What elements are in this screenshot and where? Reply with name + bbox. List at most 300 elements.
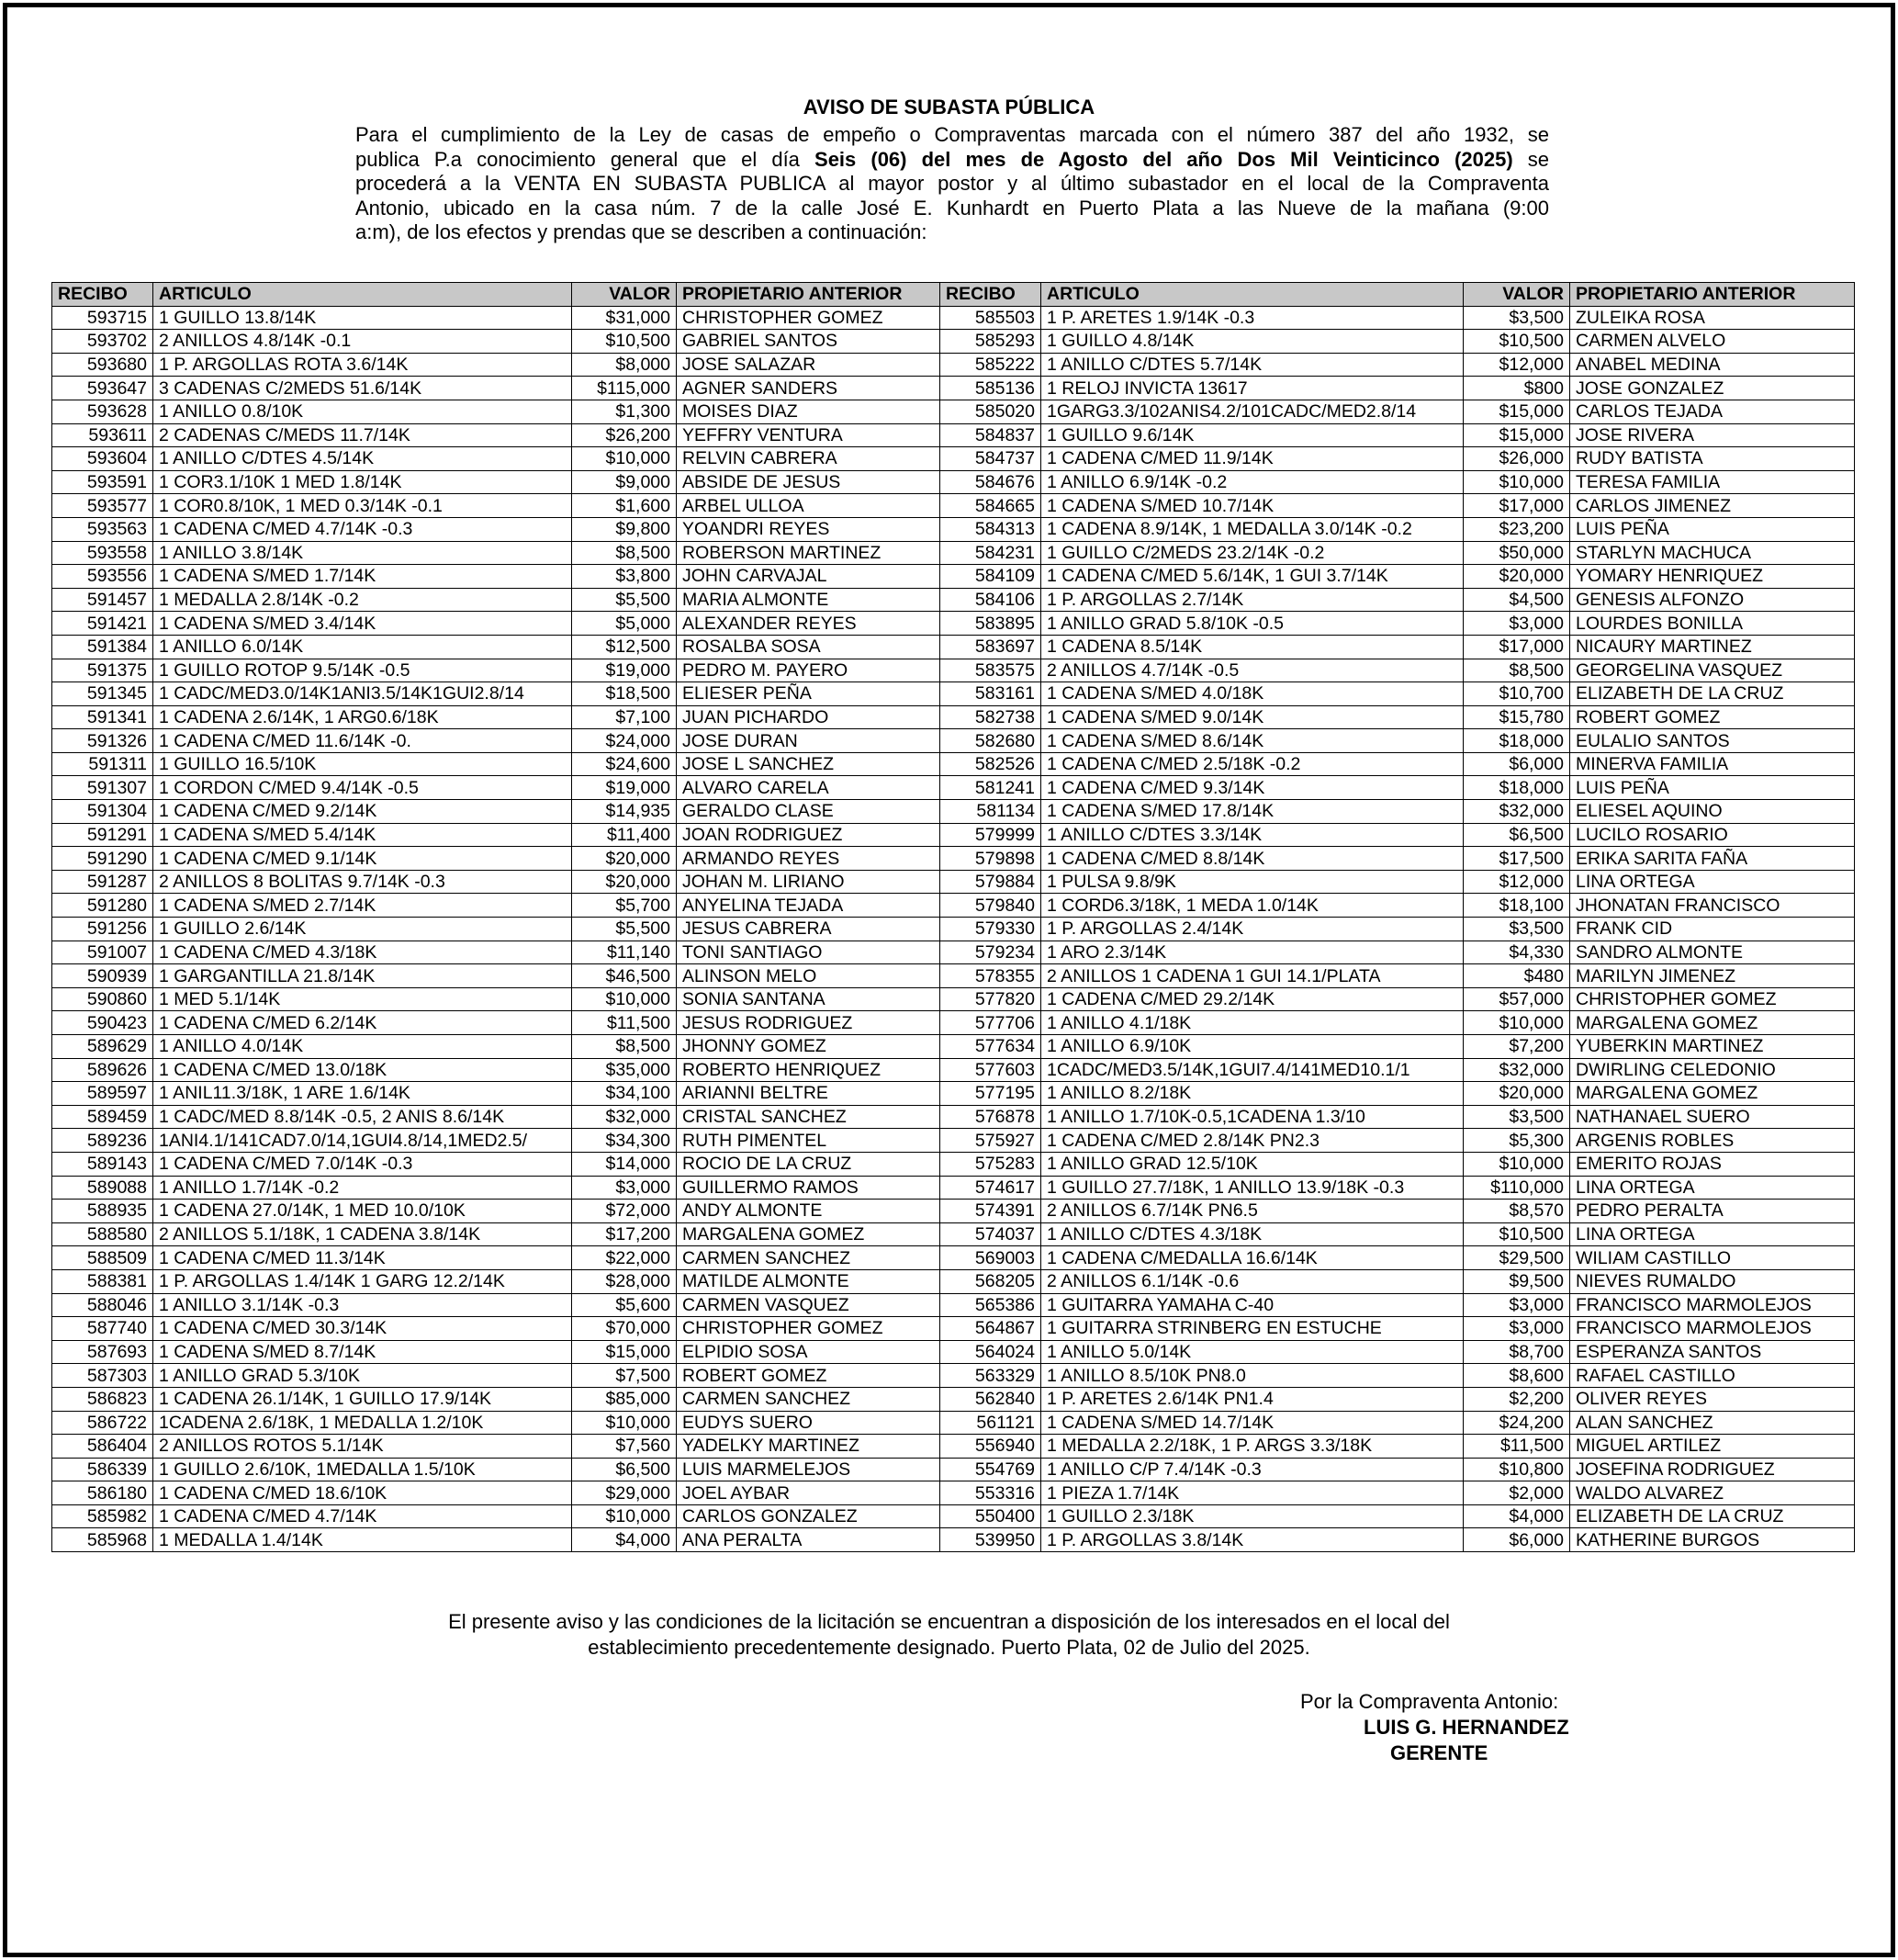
cell-propietario: JOSEFINA RODRIGUEZ bbox=[1570, 1458, 1855, 1481]
cell-propietario: GABRIEL SANTOS bbox=[677, 330, 940, 354]
closing-line-2: establecimiento precedentemente designado. Puerto Plata, 02 de Julio del 2025. bbox=[588, 1636, 1310, 1659]
cell-articulo: 1 CADENA C/MEDALLA 16.6/14K bbox=[1041, 1246, 1464, 1270]
cell-articulo: 1 ANILLO 5.0/14K bbox=[1041, 1340, 1464, 1364]
cell-articulo: 3 CADENAS C/2MEDS 51.6/14K bbox=[153, 377, 572, 400]
cell-propietario: EUDYS SUERO bbox=[677, 1411, 940, 1435]
cell-articulo: 1 CORDON C/MED 9.4/14K -0.5 bbox=[153, 776, 572, 800]
cell-propietario: YOANDRI REYES bbox=[677, 517, 940, 541]
cell-valor: $480 bbox=[1464, 964, 1570, 988]
cell-articulo: 1 P. ARGOLLAS 3.8/14K bbox=[1041, 1528, 1464, 1552]
table-row bbox=[52, 1246, 1855, 1270]
cell-articulo: 1 CADENA C/MED 8.8/14K bbox=[1041, 847, 1464, 871]
cell-valor: $11,140 bbox=[572, 941, 677, 964]
cell-recibo: 561121 bbox=[940, 1411, 1041, 1435]
cell-articulo: 1 ANILLO GRAD 5.8/10K -0.5 bbox=[1041, 612, 1464, 636]
cell-propietario: ALVARO CARELA bbox=[677, 776, 940, 800]
cell-articulo: 1 CADENA S/MED 5.4/14K bbox=[153, 823, 572, 847]
cell-propietario: ANYELINA TEJADA bbox=[677, 894, 940, 918]
cell-propietario: ROBERT GOMEZ bbox=[677, 1364, 940, 1388]
cell-recibo: 584737 bbox=[940, 447, 1041, 471]
cell-valor: $18,500 bbox=[572, 682, 677, 706]
cell-propietario: JUAN PICHARDO bbox=[677, 705, 940, 729]
cell-recibo: 591341 bbox=[52, 705, 153, 729]
table-row bbox=[52, 1411, 1855, 1435]
cell-propietario: JOHN CARVAJAL bbox=[677, 565, 940, 589]
cell-propietario: ABSIDE DE JESUS bbox=[677, 470, 940, 494]
cell-recibo: 584313 bbox=[940, 517, 1041, 541]
cell-valor: $20,000 bbox=[572, 870, 677, 894]
cell-articulo: 1 CADENA 27.0/14K, 1 MED 10.0/10K bbox=[153, 1200, 572, 1223]
cell-propietario: NICAURY MARTINEZ bbox=[1570, 635, 1855, 659]
cell-propietario: RUTH PIMENTEL bbox=[677, 1129, 940, 1153]
cell-recibo: 593591 bbox=[52, 470, 153, 494]
table-row bbox=[52, 400, 1855, 423]
cell-propietario: CARMEN ALVELO bbox=[1570, 330, 1855, 354]
table-row bbox=[52, 987, 1855, 1011]
cell-valor: $10,700 bbox=[1464, 682, 1570, 706]
table-row bbox=[52, 330, 1855, 354]
cell-recibo: 579234 bbox=[940, 941, 1041, 964]
table-row bbox=[52, 964, 1855, 988]
cell-propietario: ELIESER PEÑA bbox=[677, 682, 940, 706]
cell-recibo: 577706 bbox=[940, 1011, 1041, 1035]
table-row bbox=[52, 1105, 1855, 1129]
auction-table-wrapper bbox=[51, 282, 1854, 1552]
header-propietario: PROPIETARIO ANTERIOR bbox=[677, 283, 940, 307]
cell-articulo: 1 CADENA C/MED 7.0/14K -0.3 bbox=[153, 1152, 572, 1176]
cell-articulo: 1 CADENA C/MED 13.0/18K bbox=[153, 1058, 572, 1082]
cell-articulo: 1 ANILLO 1.7/14K -0.2 bbox=[153, 1176, 572, 1200]
auction-items-table bbox=[51, 282, 1855, 1552]
cell-articulo: 1 CADENA C/MED 11.6/14K -0. bbox=[153, 729, 572, 753]
cell-propietario: ALEXANDER REYES bbox=[677, 612, 940, 636]
cell-propietario: LINA ORTEGA bbox=[1570, 1222, 1855, 1246]
cell-recibo: 563329 bbox=[940, 1364, 1041, 1388]
cell-recibo: 587303 bbox=[52, 1364, 153, 1388]
table-row bbox=[52, 588, 1855, 612]
intro-line bbox=[355, 220, 1549, 245]
cell-recibo: 591007 bbox=[52, 941, 153, 964]
cell-recibo: 581241 bbox=[940, 776, 1041, 800]
cell-articulo: 1 CADENA C/MED 4.7/14K -0.3 bbox=[153, 517, 572, 541]
cell-valor: $10,000 bbox=[1464, 1152, 1570, 1176]
cell-valor: $46,500 bbox=[572, 964, 677, 988]
intro-line bbox=[355, 172, 1549, 197]
table-row bbox=[52, 705, 1855, 729]
cell-recibo: 584106 bbox=[940, 588, 1041, 612]
table-row bbox=[52, 1317, 1855, 1341]
cell-articulo: 1 ANILLO C/P 7.4/14K -0.3 bbox=[1041, 1458, 1464, 1481]
cell-articulo: 2 ANILLOS 5.1/18K, 1 CADENA 3.8/14K bbox=[153, 1222, 572, 1246]
cell-recibo: 593556 bbox=[52, 565, 153, 589]
cell-propietario: GEORGELINA VASQUEZ bbox=[1570, 659, 1855, 682]
cell-articulo: 1 ANILLO 6.9/10K bbox=[1041, 1035, 1464, 1059]
cell-articulo: 1 CADENA C/MED 4.7/14K bbox=[153, 1504, 572, 1528]
table-row bbox=[52, 1387, 1855, 1411]
cell-valor: $7,560 bbox=[572, 1435, 677, 1459]
cell-valor: $34,300 bbox=[572, 1129, 677, 1153]
cell-articulo: 1 GUILLO 27.7/18K, 1 ANILLO 13.9/18K -0.3 bbox=[1041, 1176, 1464, 1200]
cell-propietario: LOURDES BONILLA bbox=[1570, 612, 1855, 636]
cell-recibo: 586180 bbox=[52, 1481, 153, 1505]
table-row bbox=[52, 800, 1855, 824]
cell-articulo: 1 CADC/MED3.0/14K1ANI3.5/14K1GUI2.8/14 bbox=[153, 682, 572, 706]
cell-valor: $17,000 bbox=[1464, 494, 1570, 518]
table-row bbox=[52, 659, 1855, 682]
cell-articulo: 1 CADENA C/MED 6.2/14K bbox=[153, 1011, 572, 1035]
cell-recibo: 588381 bbox=[52, 1269, 153, 1293]
cell-recibo: 593628 bbox=[52, 400, 153, 423]
cell-articulo: 1 ANILLO 8.5/10K PN8.0 bbox=[1041, 1364, 1464, 1388]
cell-valor: $50,000 bbox=[1464, 541, 1570, 565]
cell-valor: $6,500 bbox=[1464, 823, 1570, 847]
cell-valor: $10,000 bbox=[572, 1504, 677, 1528]
cell-valor: $8,570 bbox=[1464, 1200, 1570, 1223]
cell-recibo: 539950 bbox=[940, 1528, 1041, 1552]
cell-propietario: JOAN RODRIGUEZ bbox=[677, 823, 940, 847]
cell-propietario: LINA ORTEGA bbox=[1570, 870, 1855, 894]
cell-propietario: OLIVER REYES bbox=[1570, 1387, 1855, 1411]
cell-valor: $22,000 bbox=[572, 1246, 677, 1270]
cell-valor: $15,000 bbox=[1464, 423, 1570, 447]
cell-propietario: AGNER SANDERS bbox=[677, 377, 940, 400]
cell-articulo: 1 CADENA C/MED 18.6/10K bbox=[153, 1481, 572, 1505]
cell-propietario: NIEVES RUMALDO bbox=[1570, 1269, 1855, 1293]
cell-recibo: 577820 bbox=[940, 987, 1041, 1011]
cell-valor: $1,600 bbox=[572, 494, 677, 518]
table-row bbox=[52, 423, 1855, 447]
table-row bbox=[52, 517, 1855, 541]
cell-valor: $10,800 bbox=[1464, 1458, 1570, 1481]
cell-articulo: 1 P. ARETES 2.6/14K PN1.4 bbox=[1041, 1387, 1464, 1411]
cell-valor: $18,000 bbox=[1464, 729, 1570, 753]
cell-propietario: EULALIO SANTOS bbox=[1570, 729, 1855, 753]
cell-recibo: 591304 bbox=[52, 800, 153, 824]
cell-recibo: 583161 bbox=[940, 682, 1041, 706]
cell-propietario: DWIRLING CELEDONIO bbox=[1570, 1058, 1855, 1082]
cell-articulo: 1 COR3.1/10K 1 MED 1.8/14K bbox=[153, 470, 572, 494]
cell-valor: $12,000 bbox=[1464, 353, 1570, 377]
cell-propietario: JOHAN M. LIRIANO bbox=[677, 870, 940, 894]
cell-propietario: JHONATAN FRANCISCO bbox=[1570, 894, 1855, 918]
cell-propietario: JOSE L SANCHEZ bbox=[677, 752, 940, 776]
cell-recibo: 583697 bbox=[940, 635, 1041, 659]
cell-valor: $4,330 bbox=[1464, 941, 1570, 964]
cell-recibo: 593563 bbox=[52, 517, 153, 541]
table-row bbox=[52, 612, 1855, 636]
cell-valor: $3,800 bbox=[572, 565, 677, 589]
cell-valor: $10,500 bbox=[572, 330, 677, 354]
cell-recibo: 590860 bbox=[52, 987, 153, 1011]
cell-recibo: 574391 bbox=[940, 1200, 1041, 1223]
cell-valor: $8,700 bbox=[1464, 1340, 1570, 1364]
cell-articulo: 2 ANILLOS 6.1/14K -0.6 bbox=[1041, 1269, 1464, 1293]
cell-valor: $9,500 bbox=[1464, 1269, 1570, 1293]
cell-recibo: 588580 bbox=[52, 1222, 153, 1246]
cell-recibo: 591311 bbox=[52, 752, 153, 776]
cell-recibo: 588046 bbox=[52, 1293, 153, 1317]
cell-articulo: 1 MEDALLA 2.8/14K -0.2 bbox=[153, 588, 572, 612]
cell-propietario: LUIS PEÑA bbox=[1570, 776, 1855, 800]
intro-line bbox=[355, 123, 1549, 148]
cell-recibo: 593558 bbox=[52, 541, 153, 565]
cell-valor: $110,000 bbox=[1464, 1176, 1570, 1200]
cell-articulo: 1 CADENA S/MED 9.0/14K bbox=[1041, 705, 1464, 729]
cell-valor: $28,000 bbox=[572, 1269, 677, 1293]
cell-recibo: 591307 bbox=[52, 776, 153, 800]
cell-propietario: LUIS PEÑA bbox=[1570, 517, 1855, 541]
cell-propietario: WILIAM CASTILLO bbox=[1570, 1246, 1855, 1270]
cell-valor: $9,000 bbox=[572, 470, 677, 494]
cell-propietario: ELPIDIO SOSA bbox=[677, 1340, 940, 1364]
cell-valor: $2,000 bbox=[1464, 1481, 1570, 1505]
cell-propietario: MOISES DIAZ bbox=[677, 400, 940, 423]
cell-valor: $8,500 bbox=[572, 1035, 677, 1059]
cell-articulo: 1 GUILLO 9.6/14K bbox=[1041, 423, 1464, 447]
cell-articulo: 2 ANILLOS 1 CADENA 1 GUI 14.1/PLATA bbox=[1041, 964, 1464, 988]
cell-propietario: ELIZABETH DE LA CRUZ bbox=[1570, 1504, 1855, 1528]
cell-propietario: JOSE GONZALEZ bbox=[1570, 377, 1855, 400]
cell-propietario: ROCIO DE LA CRUZ bbox=[677, 1152, 940, 1176]
table-row bbox=[52, 1200, 1855, 1223]
cell-valor: $31,000 bbox=[572, 306, 677, 330]
cell-propietario: ARIANNI BELTRE bbox=[677, 1082, 940, 1106]
cell-valor: $8,600 bbox=[1464, 1364, 1570, 1388]
cell-articulo: 1 GARGANTILLA 21.8/14K bbox=[153, 964, 572, 988]
cell-recibo: 577603 bbox=[940, 1058, 1041, 1082]
cell-recibo: 576878 bbox=[940, 1105, 1041, 1129]
cell-recibo: 585503 bbox=[940, 306, 1041, 330]
cell-recibo: 579898 bbox=[940, 847, 1041, 871]
table-row bbox=[52, 377, 1855, 400]
table-row bbox=[52, 1176, 1855, 1200]
cell-propietario: CRISTAL SANCHEZ bbox=[677, 1105, 940, 1129]
cell-recibo: 591457 bbox=[52, 588, 153, 612]
cell-recibo: 585020 bbox=[940, 400, 1041, 423]
cell-propietario: NATHANAEL SUERO bbox=[1570, 1105, 1855, 1129]
cell-articulo: 1 PULSA 9.8/9K bbox=[1041, 870, 1464, 894]
cell-recibo: 590939 bbox=[52, 964, 153, 988]
cell-recibo: 585968 bbox=[52, 1528, 153, 1552]
cell-recibo: 591326 bbox=[52, 729, 153, 753]
cell-propietario: LUIS MARMELEJOS bbox=[677, 1458, 940, 1481]
cell-articulo: 1 CADC/MED 8.8/14K -0.5, 2 ANIS 8.6/14K bbox=[153, 1105, 572, 1129]
cell-articulo: 1 ANILLO 4.0/14K bbox=[153, 1035, 572, 1059]
table-row bbox=[52, 1340, 1855, 1364]
table-row bbox=[52, 894, 1855, 918]
cell-recibo: 585982 bbox=[52, 1504, 153, 1528]
cell-propietario: CHRISTOPHER GOMEZ bbox=[1570, 987, 1855, 1011]
cell-propietario: MARIA ALMONTE bbox=[677, 588, 940, 612]
cell-articulo: 2 ANILLOS 4.8/14K -0.1 bbox=[153, 330, 572, 354]
cell-propietario: JOSE DURAN bbox=[677, 729, 940, 753]
cell-propietario: ROBERSON MARTINEZ bbox=[677, 541, 940, 565]
cell-propietario: GUILLERMO RAMOS bbox=[677, 1176, 940, 1200]
cell-recibo: 585293 bbox=[940, 330, 1041, 354]
cell-propietario: CARMEN SANCHEZ bbox=[677, 1387, 940, 1411]
table-row bbox=[52, 729, 1855, 753]
cell-propietario: FRANCISCO MARMOLEJOS bbox=[1570, 1317, 1855, 1341]
cell-propietario: MARGALENA GOMEZ bbox=[1570, 1011, 1855, 1035]
cell-articulo: 1 ANIL11.3/18K, 1 ARE 1.6/14K bbox=[153, 1082, 572, 1106]
cell-recibo: 585136 bbox=[940, 377, 1041, 400]
cell-articulo: 1 CADENA S/MED 4.0/18K bbox=[1041, 682, 1464, 706]
cell-valor: $7,200 bbox=[1464, 1035, 1570, 1059]
table-row bbox=[52, 353, 1855, 377]
cell-valor: $10,000 bbox=[1464, 470, 1570, 494]
cell-recibo: 556940 bbox=[940, 1435, 1041, 1459]
cell-articulo: 1 ANILLO 6.0/14K bbox=[153, 635, 572, 659]
intro-paragraph bbox=[355, 123, 1549, 245]
cell-recibo: 554769 bbox=[940, 1458, 1041, 1481]
cell-articulo: 1 CADENA C/MED 9.1/14K bbox=[153, 847, 572, 871]
cell-valor: $15,000 bbox=[572, 1340, 677, 1364]
cell-articulo: 1 MED 5.1/14K bbox=[153, 987, 572, 1011]
cell-valor: $18,100 bbox=[1464, 894, 1570, 918]
cell-recibo: 577634 bbox=[940, 1035, 1041, 1059]
cell-articulo: 1 CADENA C/MED 11.9/14K bbox=[1041, 447, 1464, 471]
cell-valor: $24,200 bbox=[1464, 1411, 1570, 1435]
cell-propietario: EMERITO ROJAS bbox=[1570, 1152, 1855, 1176]
cell-articulo: 1 ANILLO C/DTES 4.3/18K bbox=[1041, 1222, 1464, 1246]
cell-valor: $10,000 bbox=[572, 447, 677, 471]
cell-articulo: 1 ANILLO GRAD 5.3/10K bbox=[153, 1364, 572, 1388]
header-valor: VALOR bbox=[572, 283, 677, 307]
table-row bbox=[52, 447, 1855, 471]
cell-articulo: 1 CADENA S/MED 2.7/14K bbox=[153, 894, 572, 918]
cell-articulo: 1 GUILLO 2.3/18K bbox=[1041, 1504, 1464, 1528]
cell-valor: $6,000 bbox=[1464, 752, 1570, 776]
cell-propietario: ARBEL ULLOA bbox=[677, 494, 940, 518]
cell-propietario: ALINSON MELO bbox=[677, 964, 940, 988]
cell-articulo: 1 GUILLO 13.8/14K bbox=[153, 306, 572, 330]
table-row bbox=[52, 1458, 1855, 1481]
cell-articulo: 1 ANILLO 8.2/18K bbox=[1041, 1082, 1464, 1106]
cell-propietario: CARLOS GONZALEZ bbox=[677, 1504, 940, 1528]
cell-propietario: CARLOS JIMENEZ bbox=[1570, 494, 1855, 518]
cell-recibo: 582738 bbox=[940, 705, 1041, 729]
cell-valor: $15,780 bbox=[1464, 705, 1570, 729]
cell-articulo: 1GARG3.3/102ANIS4.2/101CADC/MED2.8/14 bbox=[1041, 400, 1464, 423]
cell-valor: $10,000 bbox=[572, 987, 677, 1011]
cell-propietario: MARILYN JIMENEZ bbox=[1570, 964, 1855, 988]
cell-articulo: 1 P. ARGOLLAS ROTA 3.6/14K bbox=[153, 353, 572, 377]
cell-articulo: 1ANI4.1/141CAD7.0/14,1GUI4.8/14,1MED2.5/ bbox=[153, 1129, 572, 1153]
cell-articulo: 1 GUILLO 16.5/10K bbox=[153, 752, 572, 776]
cell-valor: $15,000 bbox=[1464, 400, 1570, 423]
cell-valor: $10,500 bbox=[1464, 1222, 1570, 1246]
cell-articulo: 1 P. ARETES 1.9/14K -0.3 bbox=[1041, 306, 1464, 330]
cell-articulo: 1 CADENA S/MED 14.7/14K bbox=[1041, 1411, 1464, 1435]
cell-recibo: 583575 bbox=[940, 659, 1041, 682]
table-row bbox=[52, 776, 1855, 800]
cell-valor: $9,800 bbox=[572, 517, 677, 541]
closing-paragraph bbox=[0, 1609, 1898, 1661]
table-row bbox=[52, 1058, 1855, 1082]
cell-articulo: 1 CADENA C/MED 2.5/18K -0.2 bbox=[1041, 752, 1464, 776]
cell-valor: $57,000 bbox=[1464, 987, 1570, 1011]
cell-articulo: 1 CADENA C/MED 29.2/14K bbox=[1041, 987, 1464, 1011]
table-body bbox=[52, 306, 1855, 1551]
cell-recibo: 593604 bbox=[52, 447, 153, 471]
cell-recibo: 579884 bbox=[940, 870, 1041, 894]
cell-valor: $5,600 bbox=[572, 1293, 677, 1317]
cell-articulo: 1 CADENA C/MED 11.3/14K bbox=[153, 1246, 572, 1270]
table-row bbox=[52, 306, 1855, 330]
cell-recibo: 589597 bbox=[52, 1082, 153, 1106]
cell-valor: $6,500 bbox=[572, 1458, 677, 1481]
cell-recibo: 583895 bbox=[940, 612, 1041, 636]
cell-recibo: 593611 bbox=[52, 423, 153, 447]
table-row bbox=[52, 494, 1855, 518]
cell-valor: $2,200 bbox=[1464, 1387, 1570, 1411]
cell-recibo: 574617 bbox=[940, 1176, 1041, 1200]
cell-propietario: ALAN SANCHEZ bbox=[1570, 1411, 1855, 1435]
cell-recibo: 591256 bbox=[52, 918, 153, 941]
cell-propietario: ANDY ALMONTE bbox=[677, 1200, 940, 1223]
table-row bbox=[52, 823, 1855, 847]
cell-articulo: 1 CADENA S/MED 17.8/14K bbox=[1041, 800, 1464, 824]
cell-valor: $11,400 bbox=[572, 823, 677, 847]
cell-articulo: 2 ANILLOS 4.7/14K -0.5 bbox=[1041, 659, 1464, 682]
cell-valor: $7,100 bbox=[572, 705, 677, 729]
cell-propietario: ROBERTO HENRIQUEZ bbox=[677, 1058, 940, 1082]
cell-propietario: SANDRO ALMONTE bbox=[1570, 941, 1855, 964]
cell-recibo: 577195 bbox=[940, 1082, 1041, 1106]
cell-valor: $6,000 bbox=[1464, 1528, 1570, 1552]
cell-propietario: CARMEN VASQUEZ bbox=[677, 1293, 940, 1317]
cell-recibo: 591375 bbox=[52, 659, 153, 682]
cell-propietario: MARGALENA GOMEZ bbox=[1570, 1082, 1855, 1106]
cell-propietario: YADELKY MARTINEZ bbox=[677, 1435, 940, 1459]
cell-articulo: 1 CADENA 2.6/14K, 1 ARG0.6/18K bbox=[153, 705, 572, 729]
cell-recibo: 584231 bbox=[940, 541, 1041, 565]
cell-articulo: 2 ANILLOS 6.7/14K PN6.5 bbox=[1041, 1200, 1464, 1223]
cell-recibo: 586339 bbox=[52, 1458, 153, 1481]
table-row bbox=[52, 1481, 1855, 1505]
cell-articulo: 1 MEDALLA 2.2/18K, 1 P. ARGS 3.3/18K bbox=[1041, 1435, 1464, 1459]
cell-valor: $11,500 bbox=[572, 1011, 677, 1035]
table-row bbox=[52, 470, 1855, 494]
cell-valor: $24,600 bbox=[572, 752, 677, 776]
cell-propietario: KATHERINE BURGOS bbox=[1570, 1528, 1855, 1552]
cell-recibo: 588935 bbox=[52, 1200, 153, 1223]
cell-recibo: 586722 bbox=[52, 1411, 153, 1435]
table-row bbox=[52, 682, 1855, 706]
cell-propietario: FRANK CID bbox=[1570, 918, 1855, 941]
cell-recibo: 589629 bbox=[52, 1035, 153, 1059]
cell-recibo: 579840 bbox=[940, 894, 1041, 918]
cell-recibo: 564867 bbox=[940, 1317, 1041, 1341]
intro-line bbox=[355, 197, 1549, 221]
cell-propietario: JOSE RIVERA bbox=[1570, 423, 1855, 447]
cell-recibo: 587740 bbox=[52, 1317, 153, 1341]
cell-valor: $3,500 bbox=[1464, 1105, 1570, 1129]
cell-recibo: 584665 bbox=[940, 494, 1041, 518]
cell-articulo: 1CADC/MED3.5/14K,1GUI7.4/141MED10.1/1 bbox=[1041, 1058, 1464, 1082]
cell-articulo: 1 ANILLO 6.9/14K -0.2 bbox=[1041, 470, 1464, 494]
cell-propietario: JHONNY GOMEZ bbox=[677, 1035, 940, 1059]
cell-articulo: 1 GUILLO 2.6/10K, 1MEDALLA 1.5/10K bbox=[153, 1458, 572, 1481]
cell-articulo: 1 CADENA C/MED 5.6/14K, 1 GUI 3.7/14K bbox=[1041, 565, 1464, 589]
intro-date-bold: Seis (06) del mes de Agosto del año Dos Mil Veinticinco (2025) bbox=[814, 147, 1513, 171]
cell-articulo: 1 ANILLO 1.7/10K-0.5,1CADENA 1.3/10 bbox=[1041, 1105, 1464, 1129]
cell-recibo: 593715 bbox=[52, 306, 153, 330]
cell-articulo: 1 CADENA C/MED 2.8/14K PN2.3 bbox=[1041, 1129, 1464, 1153]
cell-recibo: 590423 bbox=[52, 1011, 153, 1035]
cell-propietario: ARMANDO REYES bbox=[677, 847, 940, 871]
cell-recibo: 579330 bbox=[940, 918, 1041, 941]
